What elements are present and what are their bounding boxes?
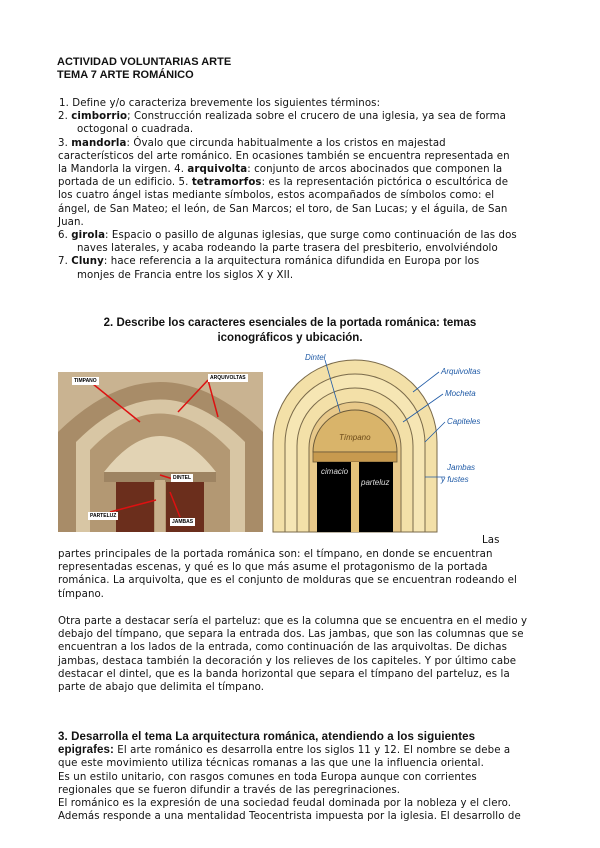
header-title-line2: TEMA 7 ARTE ROMÁNICO [57, 69, 194, 81]
term-mandorla: mandorla [71, 137, 127, 149]
term-tetramorfos: tetramorfos [191, 177, 262, 189]
section2-paragraph1: partes principales de la portada románica son: el tímpano, en donde se encuentran representadas escenas, y qué es lo que más asume el protagonismo de la portada románica. La arquivolta, que es el conjunto de molduras que se encuentran rodeando el tímpano. [58, 549, 517, 600]
section2-paragraph2: Otra parte a destacar sería el parteluz: que es la columna que se encuentra en el medio y debajo del tímpano, que separa la entrada dos. Las jambas, que son las columnas que se encuentran a los lados de la entrada, como continuación de las arquivoltas. De dichas jambas, destaca también la decoración y los relieves de los capiteles. Y por último cabe destacar el dintel, que es la banda horizontal que separa el tímpano del parteluz, es la parte de abajo que delimita el tímpano. [58, 616, 528, 694]
section3-epigrafes: epigrafes: [58, 744, 114, 757]
list-item-2: 2. cimborrio; Construcción realizada sobre el crucero de una iglesia, ya sea de forma [58, 111, 507, 123]
definitions-list: 1. Define y/o caracteriza brevemente los siguientes términos: 2. cimborrio; Construcción realizada sobre el crucero de una iglesia, ya sea de forma octogonal o cuadrada. 3. mandorla: Óvalo que circunda habitualmente a los cristos en majestad característicos del arte románico. En ocasiones también se encuentra representada en la Mandorla la virgen. 4. arquivolta: conjunto de arcos abocinados que componen la portada de un edificio. 5. tetramorfos: es la representación pictórica o escultórica de los cuatro ángel istas mediante símbolos, estos acompañados de símbolos como: el ángel, de San Mateo; el león, de San Marcos; el toro, de San Lucas; y el águila, de San Juan. 6. girola: Espacio o pasillo de algunas iglesias, que surge como continuación de las dos naves laterales, y acaba rodeando la parte trasera del presbiterio, envolviéndolo 7. Cluny: hace referencia a la arquitectura románica difundida en Europa por los monjes de Francia entre los siglos X y XII. [58, 97, 558, 282]
portal-photo [58, 372, 263, 532]
section3-title: 3. Desarrolla el tema La arquitectura románica, atendiendo a los siguientes [58, 731, 476, 743]
diagram-label-jambas: Jambas [447, 463, 476, 472]
paragraph1-start: Las [482, 535, 500, 546]
section3: 3. Desarrolla el tema La arquitectura románica, atendiendo a los siguientes epigrafes: El arte románico es desarrolla entre los siglos 11 y 12. El nombre se debe a que este movimiento utiliza técnicas romanas a las que une la influencia oriental. Es un estilo unitario, con rasgos comunes en toda Europa aunque con corrientes regionales que se fueron difundir a través de las peregrinaciones. El románico es la expresión de una sociedad feudal dominada por la nobleza y el clero. Además responde a una mentalidad Teocentrista impuesta por la iglesia. El desarrollo de [58, 731, 568, 823]
portal-diagram [265, 352, 485, 537]
diagram-label-arquivoltas: Arquivoltas [441, 367, 481, 376]
diagram-label-fustes: y fustes [441, 475, 469, 484]
header-title-line1: ACTIVIDAD VOLUNTARIAS ARTE [57, 56, 232, 68]
term-girola: girola [71, 230, 106, 242]
diagram-label-parteluz: parteluz [361, 478, 390, 487]
portal-photo-image [58, 372, 263, 532]
term-cluny: Cluny [71, 256, 104, 268]
term-arquivolta: arquivolta [187, 164, 248, 176]
term-cimborrio: cimborrio [71, 111, 128, 123]
photo-tag-jambas: JAMBAS [172, 519, 194, 525]
diagram-label-dintel: Dintel [305, 353, 326, 362]
list-item-3: 3. mandorla: Óvalo que circunda habitualmente a los cristos en majestad [58, 137, 446, 149]
document-header [57, 56, 231, 82]
diagram-label-cimacio: cimacio [321, 467, 349, 476]
diagram-label-mocheta: Mocheta [445, 389, 476, 398]
list-item-1: 1. Define y/o caracteriza brevemente los siguientes términos: [59, 98, 381, 109]
portal-diagram-drawing [265, 352, 485, 537]
diagram-label-timpano: Tímpano [339, 433, 371, 442]
photo-tag-parteluz: PARTELUZ [90, 513, 117, 519]
photo-tag-dintel: DINTEL [173, 475, 192, 481]
photo-tag-timpano: TIMPANO [74, 378, 97, 384]
section2-title: 2. Describe los caracteres esenciales de la portada románica: temas iconográficos y ubicación. [103, 317, 477, 344]
diagram-label-capiteles: Capiteles [447, 417, 481, 426]
list-item-6: 6. girola: Espacio o pasillo de algunas iglesias, que surge como continuación de las dos [58, 230, 517, 242]
list-item-7: 7. Cluny: hace referencia a la arquitectura románica difundida en Europa por los [58, 256, 480, 268]
photo-tag-arquivoltas: ARQUIVOLTAS [210, 375, 246, 381]
